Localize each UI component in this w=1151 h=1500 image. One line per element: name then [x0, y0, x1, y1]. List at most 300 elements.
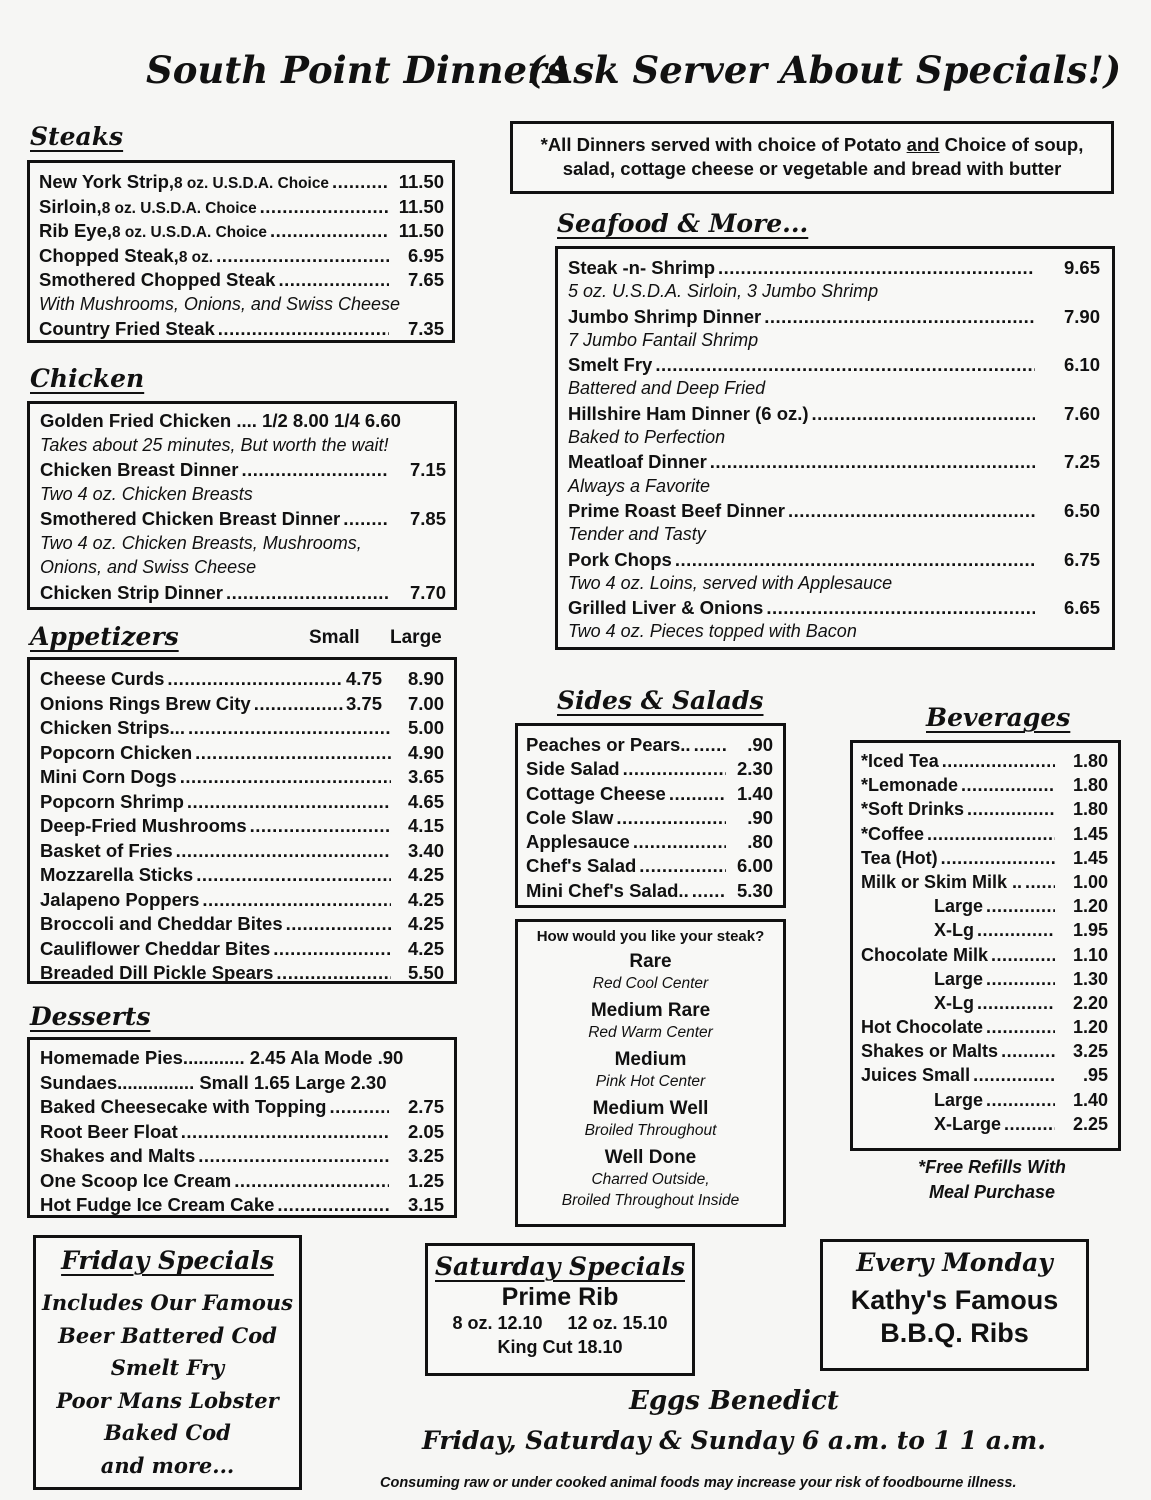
steak-doneness-box [515, 919, 786, 1227]
chicken-breast-desc: Two 4 oz. Chicken Breasts [40, 483, 253, 504]
menu-item [861, 1065, 1108, 1089]
menu-item [861, 920, 1108, 944]
leader-dots [1025, 872, 1055, 893]
item-name: *Lemonade [861, 775, 959, 796]
item-price: 3.15 [407, 1194, 444, 1215]
leader-dots [942, 751, 1055, 772]
beverages-box [850, 740, 1121, 1151]
leader-dots [167, 668, 343, 690]
leader-dots [277, 1194, 389, 1216]
leader-dots [1001, 1041, 1055, 1062]
leader-dots [187, 791, 391, 813]
item-name: Cauliflower Cheddar Bites [40, 937, 271, 959]
item-price: 1.80 [1072, 775, 1108, 796]
item-name: Chopped Steak, [39, 244, 179, 266]
steaks-header: Steaks [30, 122, 124, 151]
saturday-specials-box [425, 1243, 695, 1376]
item-price: 1.40 [736, 782, 773, 804]
menu-item [861, 751, 1108, 775]
smothered-chicken-desc-1: Two 4 oz. Chicken Breasts, Mushrooms, [40, 532, 362, 553]
menu-item [861, 945, 1108, 969]
leader-dots [764, 306, 1035, 328]
item-name: Rib Eye, [39, 220, 112, 241]
item-price: 9.65 [1063, 257, 1100, 278]
leader-dots [181, 1121, 389, 1143]
golden-fried-chicken-desc: Takes about 25 minutes, But worth the wait! [40, 434, 389, 455]
item-name: Broccoli and Cheddar Bites [40, 913, 283, 934]
menu-item [568, 549, 1100, 573]
menu-item [861, 775, 1108, 799]
item-price: 6.50 [1063, 499, 1100, 521]
menu-item [40, 815, 444, 840]
item-name: Hillshire Ham Dinner (6 oz.) [568, 402, 809, 424]
desserts-list [40, 1096, 444, 1219]
beverages-list [861, 751, 1108, 1138]
menu-item [40, 889, 444, 914]
item-name: X-Lg [934, 992, 974, 1013]
item-name: *Iced Tea [861, 751, 939, 771]
menu-item [568, 500, 1100, 524]
smothered-chicken-desc-2: Onions, and Swiss Cheese [40, 557, 257, 577]
item-price: 7.65 [407, 269, 444, 290]
monday-line1: Kathy's Famous [850, 1285, 1059, 1315]
item-price: 11.50 [398, 195, 444, 217]
menu-item [861, 824, 1108, 848]
leader-dots [941, 848, 1055, 869]
item-price-large: 4.90 [407, 741, 444, 763]
leader-dots [176, 840, 391, 862]
item-price: 2.20 [1072, 992, 1108, 1013]
sundaes: Sundaes............... Small 1.65 Large 2.30 [40, 1071, 387, 1093]
item-name: Hot Chocolate [861, 1017, 984, 1038]
item-name: Prime Roast Beef Dinner [568, 499, 785, 521]
menu-item [568, 257, 1100, 281]
sides-header: Sides & Salads [557, 686, 764, 715]
friday-item: Beer Battered Cod [58, 1322, 277, 1348]
item-name: One Scoop Ice Cream [40, 1169, 232, 1191]
menu-item [40, 1096, 444, 1121]
friday-item: Includes Our Famous [42, 1290, 293, 1315]
eggs-benedict-schedule: Friday, Saturday & Sunday 6 a.m. to 1 1 a.m. [422, 1426, 1046, 1455]
item-price: 11.50 [398, 171, 444, 192]
item-name: Country Fried Steak [39, 318, 215, 339]
menu-item [861, 872, 1108, 896]
item-name: Sirloin, [39, 195, 102, 217]
leader-dots [286, 913, 391, 935]
leader-dots [991, 945, 1055, 966]
item-description: 7 Jumbo Fantail Shrimp [568, 329, 759, 350]
desserts-header: Desserts [30, 1002, 151, 1031]
friday-specials-box [33, 1235, 302, 1490]
item-price: 1.80 [1072, 799, 1108, 820]
item-price-large: 4.25 [407, 937, 444, 959]
monday-header: Every Monday [856, 1248, 1053, 1277]
item-detail: 8 oz. U.S.D.A. Choice [174, 175, 329, 192]
leader-dots [196, 864, 391, 886]
item-price: .90 [747, 806, 773, 828]
item-name: Tea (Hot) [861, 847, 938, 868]
item-description: Baked to Perfection [568, 427, 726, 448]
doneness-level: Medium Well [592, 1098, 709, 1119]
item-name: Grilled Liver & Onions [568, 597, 764, 619]
leader-dots [973, 1065, 1055, 1086]
friday-specials-header: Friday Specials [61, 1246, 274, 1275]
leader-dots [202, 889, 391, 911]
item-name: Shakes and Malts [40, 1145, 196, 1166]
refill-note-line1: *Free Refills With [918, 1157, 1066, 1177]
menu-item [40, 791, 444, 816]
item-price-large: 5.50 [407, 962, 444, 983]
doneness-level: Rare [629, 951, 672, 972]
leader-dots [188, 717, 391, 739]
menu-item [526, 734, 773, 758]
menu-item [568, 306, 1100, 330]
specials-note: (Ask Server About Specials!) [527, 48, 1122, 92]
leader-dots [329, 1096, 389, 1118]
menu-item [40, 668, 444, 693]
leader-dots [694, 734, 726, 756]
item-description: Battered and Deep Fried [568, 378, 766, 399]
menu-item [861, 1017, 1108, 1041]
item-description: Two 4 oz. Loins, served with Applesauce [568, 572, 893, 593]
menu-item [861, 896, 1108, 920]
appetizers-header: Appetizers [30, 622, 179, 651]
item-price: 6.75 [1063, 548, 1100, 570]
menu-item [39, 318, 444, 343]
item-price: 3.25 [407, 1145, 444, 1166]
friday-item: Poor Mans Lobster [56, 1387, 279, 1413]
item-price: 2.05 [407, 1120, 444, 1142]
item-price: 1.20 [1072, 1017, 1108, 1038]
friday-item: and more... [100, 1452, 235, 1478]
menu-item [40, 840, 444, 865]
leader-dots [977, 920, 1055, 941]
leader-dots [234, 1170, 389, 1192]
item-name: Cheese Curds [40, 668, 165, 689]
item-name: Meatloaf Dinner [568, 451, 707, 473]
item-name: Smothered Chopped Steak [39, 269, 276, 290]
doneness-list [518, 951, 783, 1211]
menu-item [526, 758, 773, 782]
leader-dots [986, 896, 1055, 917]
dinners-note-line1-pre: *All Dinners served with choice of Potato [540, 134, 907, 155]
dinners-note-and: and [906, 134, 940, 155]
menu-item [39, 220, 444, 245]
chicken-box [27, 401, 457, 610]
item-name: Popcorn Chicken [40, 741, 193, 763]
item-name: Juices Small [861, 1065, 971, 1086]
item-price: 6.10 [1063, 354, 1100, 376]
item-name: Popcorn Shrimp [40, 790, 184, 812]
menu-item [526, 783, 773, 807]
doneness-desc: Pink Hot Center [595, 1073, 706, 1090]
menu-item [568, 403, 1100, 427]
item-name: Large [934, 896, 984, 917]
friday-list [36, 1287, 299, 1482]
doneness-level: Medium [614, 1049, 687, 1070]
item-price: 1.20 [1072, 896, 1108, 917]
item-price: 7.60 [1063, 402, 1100, 424]
leader-dots [273, 938, 391, 960]
leader-dots [623, 758, 726, 780]
saturday-sizes: 8 oz. 12.10 12 oz. 15.10 [452, 1313, 668, 1333]
item-name: X-Lg [934, 920, 974, 941]
item-price: 1.80 [1072, 751, 1108, 771]
item-name: Root Beer Float [40, 1120, 178, 1142]
appetizers-col-small: Small [309, 627, 360, 648]
item-price: 1.30 [1072, 968, 1108, 989]
leader-dots [675, 549, 1035, 571]
item-name: Baked Cheesecake with Topping [40, 1096, 327, 1117]
menu-item [40, 693, 444, 718]
item-detail: 8 oz. U.S.D.A. Choice [112, 224, 267, 241]
doneness-desc: Red Cool Center [592, 975, 709, 992]
item-price: 6.95 [407, 244, 444, 266]
menu-item [40, 938, 444, 963]
leader-dots [195, 742, 391, 764]
item-description: Always a Favorite [568, 475, 711, 496]
leader-dots [812, 403, 1035, 425]
leader-dots [766, 597, 1035, 619]
leader-dots [633, 831, 726, 853]
doneness-desc: Red Warm Center [588, 1024, 713, 1041]
doneness-level: Medium Rare [590, 1000, 711, 1021]
item-description: 5 oz. U.S.D.A. Sirloin, 3 Jumbo Shrimp [568, 281, 879, 302]
item-detail: 8 oz. [178, 248, 214, 266]
item-description: Two 4 oz. Pieces topped with Bacon [568, 621, 857, 642]
menu-item [568, 354, 1100, 378]
leader-dots [692, 880, 726, 902]
item-name: Chocolate Milk [861, 944, 989, 965]
item-price-large: 4.15 [407, 815, 444, 836]
steaks-box [27, 160, 455, 343]
item-price-large: 4.65 [407, 790, 444, 812]
sides-box [515, 723, 786, 908]
item-name: Basket of Fries [40, 839, 173, 861]
leader-dots [198, 1145, 389, 1167]
menu-item: Chicken Strip Dinner ..... 7.70 [40, 582, 446, 607]
item-name: Hot Fudge Ice Cream Cake [40, 1194, 275, 1215]
appetizers-list [40, 668, 444, 987]
menu-item [40, 962, 444, 987]
item-price: 7.35 [407, 318, 444, 339]
seafood-list [568, 257, 1100, 646]
leader-dots [616, 807, 726, 829]
leader-dots [655, 354, 1035, 376]
menu-item [39, 171, 444, 196]
item-name: Large [934, 1089, 984, 1110]
dinners-note-line1-post: Choice of soup, [939, 134, 1084, 155]
item-name: Smelt Fry [568, 354, 653, 376]
menu-item [861, 799, 1108, 823]
monday-specials-box [820, 1239, 1089, 1371]
menu-item: Smothered Chicken Breast Dinner ..... 7.85 [40, 508, 446, 533]
menu-title: South Point Dinners [146, 48, 568, 92]
item-name: *Soft Drinks [861, 799, 965, 820]
menu-item [40, 717, 444, 742]
item-name: Applesauce [526, 831, 630, 853]
monday-line2: B.B.Q. Ribs [880, 1318, 1029, 1348]
item-name: Onions Rings Brew City [40, 692, 251, 714]
leader-dots [1004, 1114, 1055, 1135]
item-price: 11.50 [398, 220, 444, 241]
menu-item [568, 597, 1100, 621]
item-name: X-Large [934, 1113, 1002, 1134]
menu-item [861, 969, 1108, 993]
leader-dots [986, 969, 1055, 990]
item-name: Jumbo Shrimp Dinner [568, 305, 762, 327]
leader-dots [710, 451, 1035, 473]
item-price: .90 [747, 734, 773, 755]
item-price: 2.30 [736, 758, 773, 780]
item-name: *Coffee [861, 823, 925, 844]
item-price-large: 4.25 [407, 913, 444, 934]
friday-item: Smelt Fry [110, 1355, 225, 1380]
item-name: Mini Chef's Salad.. [526, 879, 689, 901]
seafood-box [555, 246, 1115, 650]
leader-dots [260, 196, 389, 218]
desserts-box [27, 1037, 457, 1218]
item-price-large: 4.25 [407, 888, 444, 910]
leader-dots [669, 783, 726, 805]
menu-item [526, 831, 773, 855]
dinners-note-line2: salad, cottage cheese or vegetable and bread with butter [562, 158, 1062, 179]
item-name: Chef's Salad [526, 855, 637, 877]
item-name: Jalapeno Poppers [40, 888, 200, 910]
item-price-small: 3.75 [346, 692, 383, 714]
menu-item [526, 880, 773, 904]
item-name: Side Salad [526, 758, 620, 780]
menu-item [40, 913, 444, 938]
menu-item [39, 245, 444, 270]
menu-item [39, 269, 444, 294]
chicken-header: Chicken [30, 364, 145, 393]
menu-item [526, 855, 773, 879]
menu-item [40, 1170, 444, 1195]
doneness-level: Well Done [604, 1147, 697, 1168]
sides-list [526, 734, 773, 904]
saturday-king-cut: King Cut 18.10 [497, 1337, 623, 1357]
menu-item [861, 993, 1108, 1017]
item-price-large: 3.65 [407, 766, 444, 787]
leader-dots [254, 693, 343, 715]
disclaimer: Consuming raw or under cooked animal foods may increase your risk of foodbourne illness. [380, 1475, 1017, 1491]
item-name: Steak -n- Shrimp [568, 257, 715, 278]
item-name: Chicken Strips... [40, 717, 185, 738]
item-name: New York Strip, [39, 171, 175, 192]
item-name: Peaches or Pears.. [526, 734, 691, 755]
item-price-large: 5.00 [407, 717, 444, 738]
item-price: 1.00 [1072, 871, 1108, 892]
item-price: 3.25 [1072, 1041, 1108, 1062]
leader-dots [977, 993, 1055, 1014]
item-name: Milk or Skim Milk .. [861, 871, 1023, 892]
leader-dots [961, 775, 1055, 796]
item-name: Mozzarella Sticks [40, 864, 194, 885]
menu-item [40, 1145, 444, 1170]
menu-item [861, 1041, 1108, 1065]
leader-dots [788, 500, 1035, 522]
steaks-list [39, 171, 444, 343]
homemade-pies: Homemade Pies............ 2.45 Ala Mode .90 [40, 1047, 404, 1068]
leader-dots [986, 1090, 1055, 1111]
item-name: Cottage Cheese [526, 782, 666, 804]
item-price: 1.25 [407, 1169, 444, 1191]
menu-item [861, 1090, 1108, 1114]
leader-dots [332, 171, 389, 193]
item-price: 6.65 [1063, 597, 1100, 619]
saturday-item: Prime Rib [501, 1283, 619, 1311]
appetizers-box [27, 657, 457, 984]
leader-dots [216, 245, 389, 267]
leader-dots [278, 269, 389, 291]
item-price: 5.30 [736, 879, 773, 901]
item-price: 1.10 [1072, 944, 1108, 965]
saturday-specials-header: Saturday Specials [435, 1252, 685, 1281]
item-detail: 8 oz. U.S.D.A. Choice [101, 199, 257, 217]
item-price: 6.00 [736, 855, 773, 877]
doneness-desc: Broiled Throughout [584, 1122, 717, 1139]
menu-item [39, 196, 444, 221]
leader-dots [276, 962, 391, 984]
leader-dots [180, 766, 391, 788]
golden-fried-chicken: Golden Fried Chicken .... 1/2 8.00 1/4 6.60 [40, 410, 401, 431]
item-name: Pork Chops [568, 548, 672, 570]
menu-item [526, 807, 773, 831]
item-price: .95 [1082, 1065, 1108, 1086]
item-price: 2.25 [1072, 1113, 1108, 1134]
item-price: 7.90 [1063, 305, 1100, 327]
leader-dots [270, 220, 389, 242]
leader-dots [986, 1017, 1055, 1038]
leader-dots [639, 855, 726, 877]
item-name: Mini Corn Dogs [40, 766, 177, 787]
friday-item: Baked Cod [104, 1420, 231, 1445]
eggs-benedict-title: Eggs Benedict [629, 1386, 839, 1416]
leader-dots [967, 799, 1055, 820]
item-name: Shakes or Malts [861, 1041, 999, 1062]
menu-item [40, 1194, 444, 1219]
refill-note [880, 1155, 1104, 1205]
menu-item [40, 742, 444, 767]
doneness-desc: Broiled Throughout Inside [561, 1192, 740, 1209]
menu-item [40, 766, 444, 791]
item-name: Cole Slaw [526, 806, 614, 828]
doneness-question: How would you like your steak? [536, 928, 765, 945]
menu-item [568, 451, 1100, 475]
beverages-header: Beverages [926, 703, 1071, 732]
leader-dots [250, 815, 391, 837]
item-name: Deep-Fried Mushrooms [40, 815, 247, 836]
seafood-header: Seafood & More... [557, 209, 809, 238]
leader-dots [718, 257, 1035, 279]
smothered-steak-desc: With Mushrooms, Onions, and Swiss Cheese [39, 293, 400, 314]
item-price-large: 4.25 [407, 864, 444, 885]
item-price-large: 3.40 [407, 839, 444, 861]
menu-item [861, 1114, 1108, 1138]
menu-item [40, 1121, 444, 1146]
item-price: 1.45 [1072, 847, 1108, 868]
item-price: 1.95 [1072, 920, 1108, 941]
item-price: 1.45 [1072, 823, 1108, 844]
item-price-small: 4.75 [346, 668, 383, 689]
item-price: 2.75 [407, 1096, 444, 1117]
menu-item: Chicken Breast Dinner ..... 7.15 [40, 459, 446, 484]
leader-dots [927, 824, 1055, 845]
item-description: Tender and Tasty [568, 524, 706, 545]
leader-dots [218, 318, 389, 340]
dinners-note-box [510, 121, 1114, 194]
